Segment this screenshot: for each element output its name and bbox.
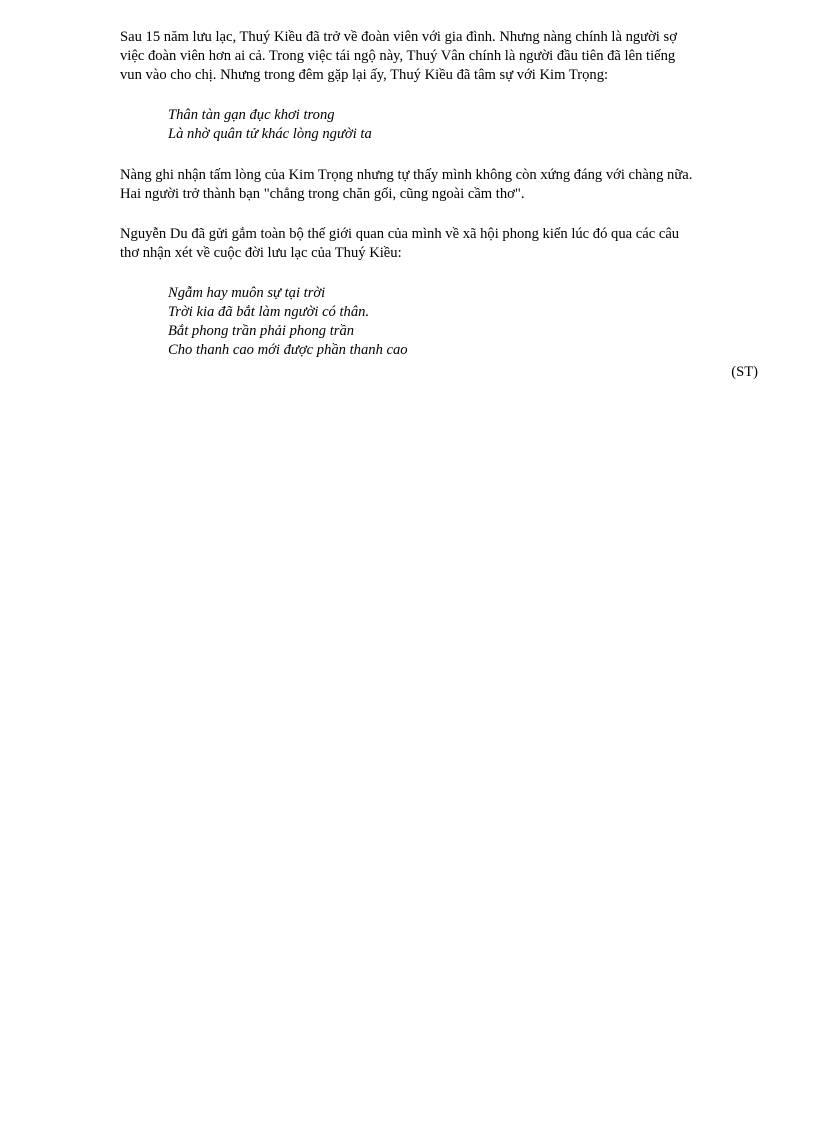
verse-line: Trời kia đã bắt làm người có thân.: [168, 304, 370, 320]
paragraph-line: Nàng ghi nhận tấm lòng của Kim Trọng nhưng tự thấy mình không còn xứng đáng với chàng nữa.: [120, 167, 693, 183]
verse-line: Thân tàn gạn đục khơi trong: [168, 107, 335, 123]
verse-line: Là nhờ quân tử khác lòng người ta: [168, 126, 372, 142]
verse-quote-2: [168, 284, 408, 360]
paragraph-line: Sau 15 năm lưu lạc, Thuý Kiều đã trở về đoàn viên với gia đình. Nhưng nàng chính là người sợ: [120, 29, 677, 45]
source-attribution: (ST): [731, 364, 758, 380]
verse-quote-1: [168, 106, 372, 144]
paragraph-line: Hai người trở thành bạn "chẳng trong chăn gối, cũng ngoài cầm thơ".: [120, 186, 525, 202]
paragraph-line: vun vào cho chị. Nhưng trong đêm gặp lại ấy, Thuý Kiều đã tâm sự với Kim Trọng:: [120, 67, 609, 83]
verse-line: Bắt phong trần phải phong trần: [168, 323, 355, 339]
paragraph-line: việc đoàn viên hơn ai cả. Trong việc tái ngộ này, Thuý Vân chính là người đầu tiên đã lên tiếng: [120, 48, 676, 64]
paragraph-nguyen-du: [120, 225, 760, 263]
paragraph-kim-trong: [120, 166, 760, 204]
paragraph-line: thơ nhận xét về cuộc đời lưu lạc của Thuý Kiều:: [120, 245, 402, 261]
verse-line: Ngẫm hay muôn sự tại trời: [168, 285, 326, 301]
verse-line: Cho thanh cao mới được phần thanh cao: [168, 342, 408, 358]
paragraph-reunion: [120, 28, 760, 85]
paragraph-line: Nguyễn Du đã gửi gắm toàn bộ thế giới quan của mình về xã hội phong kiến lúc đó qua các câu: [120, 226, 680, 242]
